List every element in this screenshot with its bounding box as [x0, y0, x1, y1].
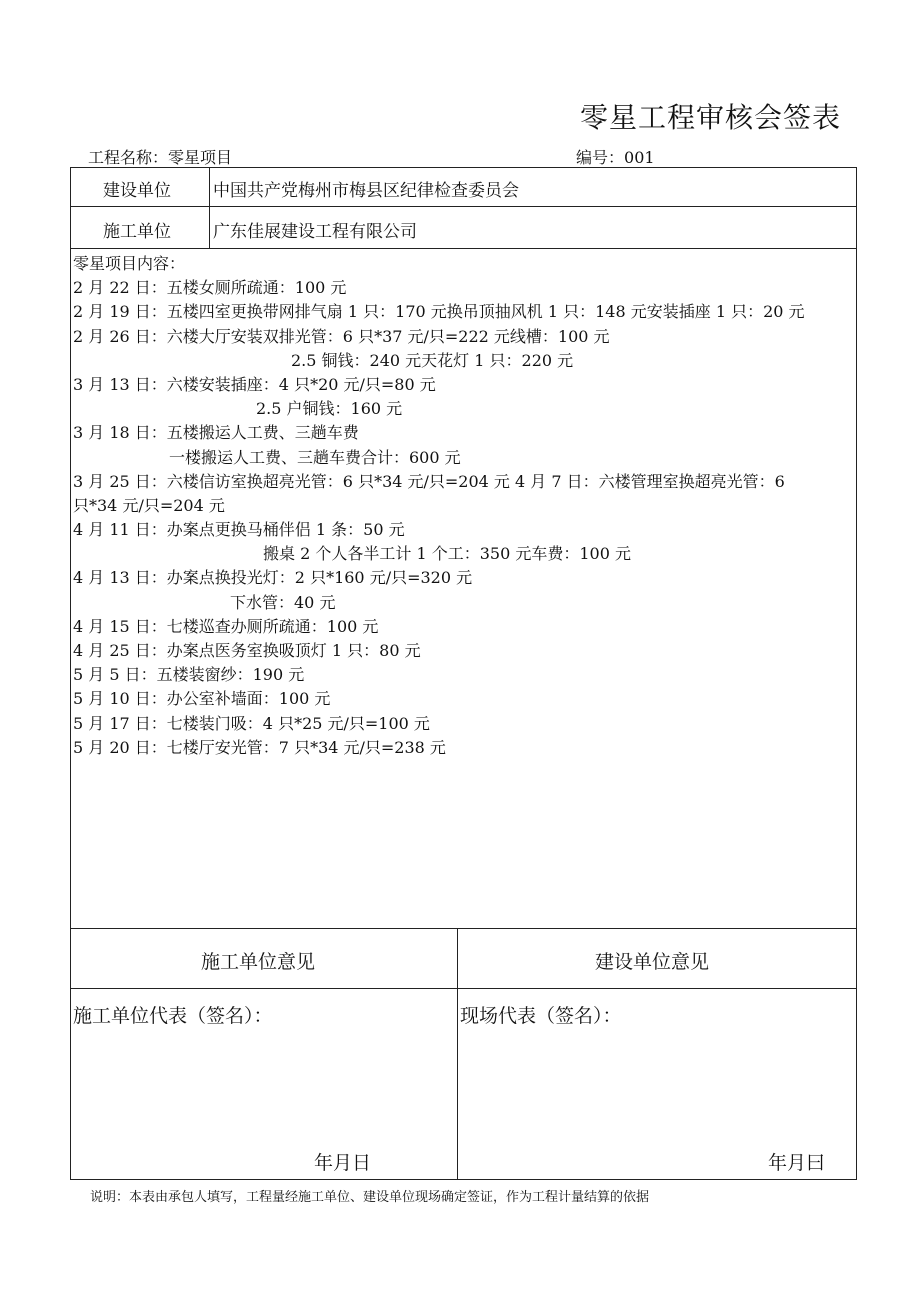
row-divider	[71, 928, 856, 929]
content-line: 搬桌 2 个人各半工计 1 个工：350 元车费：100 元	[263, 544, 631, 564]
contractor-opinion-heading: 施工单位意见	[201, 951, 316, 973]
builder-label: 建设单位	[103, 181, 171, 201]
content-line: 3 月 13 日：六楼安装插座：4 只*20 元/只=80 元	[73, 374, 436, 394]
serial-number-field	[576, 145, 655, 168]
builder-signature-label: 现场代表（签名）：	[460, 1005, 622, 1027]
content-line: 3 月 25 日：六楼信访室换超亮光管：6 只*34 元/只=204 元 4 月 7 日：六楼管理室换超亮光管：6	[73, 471, 785, 491]
row-divider	[71, 988, 856, 989]
form-title: 零星工程审核会签表	[580, 101, 842, 134]
content-line: 2 月 22 日：五楼女厕所疏通：100 元	[73, 278, 347, 298]
content-line: 2 月 26 日：六楼大厅安装双排光管：6 只*37 元/只=222 元线槽：100 元	[73, 326, 610, 346]
content-line: 5 月 5 日：五楼装窗纱：190 元	[73, 665, 305, 685]
contractor-label: 施工单位	[103, 222, 171, 242]
content-line: 4 月 11 日：办案点更换马桶伴侣 1 条：50 元	[73, 520, 405, 540]
content-line: 3 月 18 日：五楼搬运人工费、三趟车费	[73, 423, 359, 443]
content-line: 4 月 15 日：七楼巡查办厕所疏通：100 元	[73, 616, 379, 636]
contractor-signature-label: 施工单位代表（签名）：	[73, 1005, 273, 1027]
content-line: 4 月 13 日：办案点换投光灯：2 只*160 元/只=320 元	[73, 568, 473, 588]
content-line: 一楼搬运人工费、三趟车费合计：600 元	[169, 447, 461, 467]
content-line: 5 月 10 日：办公室补墙面：100 元	[73, 689, 331, 709]
content-line: 5 月 17 日：七楼装门吸：4 只*25 元/只=100 元	[73, 713, 430, 733]
form-note: 说明：本表由承包人填写，工程量经施工单位、建设单位现场确定签证，作为工程计量结算的依据	[90, 1190, 650, 1205]
project-name-label: 工程名称：	[88, 148, 169, 167]
column-divider	[457, 928, 458, 1179]
project-name-value: 零星项目	[168, 148, 233, 167]
content-line: 下水管：40 元	[230, 592, 336, 612]
row-divider	[71, 248, 856, 249]
row-divider	[71, 206, 856, 207]
builder-date-label: 年月曰	[768, 1152, 826, 1174]
serial-number-value: 001	[624, 148, 655, 167]
serial-number-label: 编号：	[576, 148, 625, 167]
content-line: 5 月 20 日：七楼厅安光管：7 只*34 元/只=238 元	[73, 737, 446, 757]
work-items-content	[73, 252, 856, 760]
content-heading: 零星项目内容：	[73, 254, 186, 273]
content-line: 只*34 元/只=204 元	[73, 495, 225, 515]
builder-opinion-heading: 建设单位意见	[595, 951, 710, 973]
column-divider	[209, 168, 210, 248]
content-line: 2 月 19 日：五楼四室更换带网排气扇 1 只：170 元换吊顶抽风机 1 只：148 元安装插座 1 只：20 元	[73, 302, 805, 322]
content-line: 2.5 户铜钱：160 元	[256, 399, 403, 419]
approval-form-table	[70, 167, 857, 1180]
contractor-date-label: 年月日	[314, 1152, 372, 1174]
project-name-field	[88, 145, 232, 168]
builder-value: 中国共产党梅州市梅县区纪律检查委员会	[213, 181, 519, 201]
content-line: 4 月 25 日：办案点医务室换吸顶灯 1 只：80 元	[73, 641, 421, 660]
content-line: 2.5 铜钱：240 元天花灯 1 只：220 元	[291, 350, 574, 370]
contractor-value: 广东佳展建设工程有限公司	[213, 222, 417, 242]
